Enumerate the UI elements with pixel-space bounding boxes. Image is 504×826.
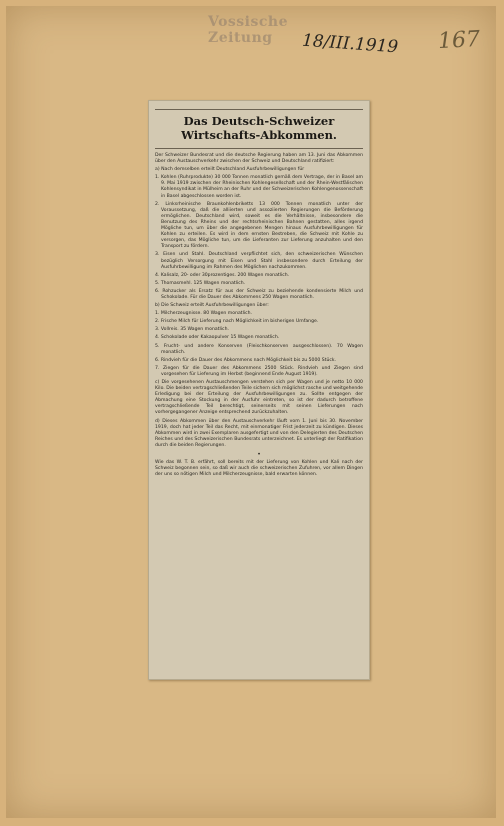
list-item: 3. Eisen und Stahl. Deutschland verpflichtet sich, den schweizerischen Wünschen bezüglich Versorgung mit Eisen und Stahl insbesondere durch Erteilung der Ausfuhrbewilligung im Rahmen des Möglichen nachzukommen. (155, 252, 363, 270)
handwritten-date: 18/III.1919 (301, 30, 399, 58)
archive-number: 167 (437, 26, 481, 55)
paragraph-intro: Der Schweizer Bundesrat und die deutsche Regierung haben am 13. Juni das Abkommen über den Austauschverkehr zwischen der Schweiz und Deutschland ratifiziert: (155, 153, 363, 165)
top-rule (155, 109, 363, 110)
list-item: 3. Vollreis. 35 Wagen monatlich. (155, 327, 229, 333)
headline-rule (155, 148, 363, 149)
article-headline: Das Deutsch-Schweizer Wirtschafts-Abkommen. (181, 114, 337, 142)
list-item: 7. Ziegen für die Dauer des Abkommens 2500 Stück. Rindvieh und Ziegen sind vorgesehen für Lieferung im Herbst (beginnend Ende August 1919). (155, 365, 363, 377)
list-item: 6. Rindvieh für die Dauer des Abkommens nach Möglichkeit bis zu 5000 Stück. (155, 357, 337, 363)
list-item: 2. Linksrheinische Braunkohlenbriketts 13 000 Tonnen monatlich unter der Voraussetzung, daß die alliierten und assoziierten Regierungen die Beförderung ermöglichen. Deutschland wird, soweit es die Verhältnisse, insbesondere die Benutzung des Rheins und der rechtsrheinischen Bahnen gestatten, alles irgend Mögliche tun, um über die angegebenen Mengen hinaus Ausfuhrbewilligungen für Kohlen zu erteilen. Es wird in dem ernsten Bestreben, die Schweiz mit Kohle zu versorgen, das Mögliche tun, um die Lieferanten zur Lieferung anzuhalten und den Transport zu fördern. (155, 201, 363, 250)
paragraph-closing: Wie das W. T. B. erfährt, soll bereits mit der Lieferung von Kohlen und Kali nach der Schweiz begonnen sein, so daß wir auch die schweizerischen Zufuhren, vor allem Dingen der uns so nötigen Milch und Milcherzeugnisse, bald erwarten können. (155, 460, 363, 478)
list-item: 5. Thomasmehl. 125 Wagen monatlich. (155, 280, 246, 286)
paragraph-section-b: b) Die Schweiz erteilt Ausfuhrbewilligungen über: (155, 303, 269, 309)
list-item: 1. Milcherzeugnisse. 80 Wagen monatlich. (155, 311, 253, 317)
list-item: 4. Schokolade oder Kakaopulver 15 Wagen monatlich. (155, 335, 280, 341)
newspaper-stamp: Vossische Zeitung (208, 14, 288, 46)
paragraph-section-d: d) Dieses Abkommen über den Austauschverkehr läuft vom 1. Juni bis 30. November 1919, doch hat jeder Teil das Recht, mit einmonatiger Frist jederzeit zu kündigen. Dieses Abkommen wird in zwei Exemplaren ausgefertigt und von den Delegierten des Deutschen Reiches und des Schweizerischen Bundesrats unterzeichnet. Es unterliegt der Ratifikation durch die beiden Regierungen. (155, 418, 363, 448)
list-item: 4. Kalisalz, 20- oder 30prozentiges. 200 Wagen monatlich. (155, 272, 290, 278)
paragraph-section-a: a) Nach demselben erteilt Deutschland Ausfuhrbewilligungen für (155, 167, 305, 173)
newspaper-clipping (148, 100, 370, 680)
list-item: 6. Rohzucker als Ersatz für aus der Schweiz zu beziehende kondensierte Milch und Schokolade. Für die Dauer des Abkommens 250 Wagen monatlich. (155, 288, 363, 300)
list-item: 1. Kohlen (Ruhrprodukte) 30 000 Tonnen monatlich gemäß dem Vertrage, der in Basel am 9. Mai 1919 zwischen der Rheinischen Kohlengesellschaft und der Rhein-Westfälischen Kohlensyndikat in Mülheim an der Ruhr und der Schweizerischen Kohlengenossenschaft in Basel abgeschlossen worden ist. (155, 175, 363, 199)
list-item: 5. Frucht- und andere Konserven (Fleischkonserven ausgeschlossen). 70 Wagen monatlich. (155, 343, 363, 355)
separator-dot: • (257, 451, 261, 459)
article-body (155, 153, 363, 478)
paragraph-section-c: c) Die vorgesehenen Austauschmengen verstehen sich per Wagen und je netto 10 000 Kilo. Die beiden vertragschließenden Teile sichern sich möglichst rasche und weitgehende Erledigung bei der Erteilung der Ausfuhrbewilligungen zu. Sollte entgegen der Abmachung eine Stockung in der Ausfuhr eintreten, so ist der dadurch betroffene vertragschließende Teil berechtigt, seinerseits mit seinen Lieferungen nach vorhergegangener Anzeige entsprechend zurückzuhalten. (155, 380, 363, 416)
list-item: 2. Frische Milch für Lieferung nach Möglichkeit im bisherigen Umfange. (155, 319, 319, 325)
